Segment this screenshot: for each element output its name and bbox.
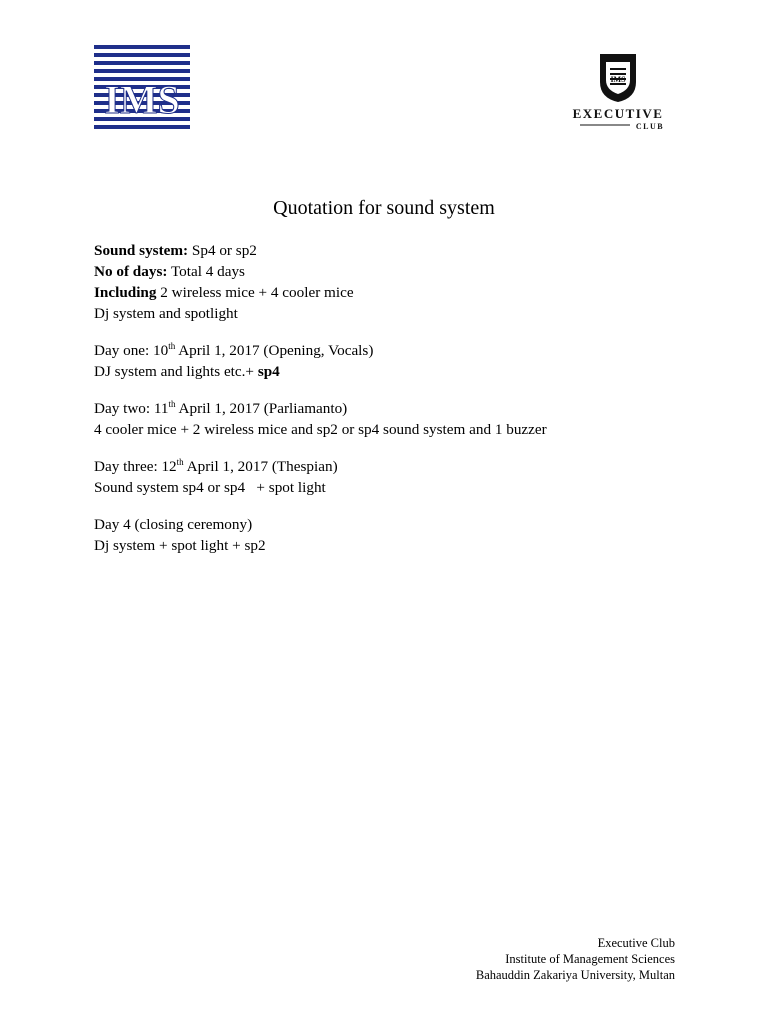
- club-text: CLUB: [635, 122, 665, 131]
- page-title: Quotation for sound system: [273, 197, 495, 219]
- day-four-detail: Dj system + spot light + sp2: [94, 537, 266, 554]
- day-four-heading: Day 4 (closing ceremony): [94, 516, 253, 533]
- quotation-body: [94, 240, 547, 572]
- summary-block: [94, 240, 547, 324]
- including-value: 2 wireless mice + 4 cooler mice: [156, 284, 354, 301]
- day-one-detail-bold: sp4: [257, 363, 280, 380]
- day-one-suffix: April 1, 2017 (Opening, Vocals): [175, 342, 374, 359]
- footer-address: [476, 935, 675, 983]
- ims-logo-text: IMS: [104, 77, 180, 122]
- day-two-suffix: April 1, 2017 (Parliamanto): [175, 400, 348, 417]
- day-one-detail: DJ system and lights etc.+: [94, 363, 258, 380]
- days-value: Total 4 days: [167, 263, 245, 280]
- executive-club-logo: [566, 52, 670, 134]
- day-three-suffix: April 1, 2017 (Thespian): [183, 458, 338, 475]
- executive-text: EXECUTIVE: [572, 106, 664, 121]
- sound-system-value: Sp4 or sp2: [188, 242, 257, 259]
- day-two-block: [94, 398, 547, 440]
- day-three-detail: Sound system sp4 or sp4 + spot light: [94, 479, 326, 496]
- day-three-prefix: Day three: 12: [94, 458, 177, 475]
- day-one-sup: th: [168, 341, 176, 351]
- day-three-block: [94, 456, 547, 498]
- including-label: Including: [94, 284, 157, 301]
- days-label: No of days:: [94, 263, 168, 280]
- footer-line-3: Bahauddin Zakariya University, Multan: [475, 968, 675, 982]
- day-one-prefix: Day one: 10: [94, 342, 169, 359]
- day-three-sup: th: [176, 457, 184, 467]
- executive-badge-text: IMS: [610, 75, 626, 84]
- day-one-block: [94, 340, 547, 382]
- extra-line: Dj system and spotlight: [94, 305, 238, 322]
- sound-system-label: Sound system:: [94, 242, 189, 259]
- day-two-prefix: Day two: 11: [94, 400, 169, 417]
- day-four-block: [94, 514, 547, 556]
- ims-logo: [94, 45, 190, 129]
- day-two-detail: 4 cooler mice + 2 wireless mice and sp2 or sp4 sound system and 1 buzzer: [94, 421, 547, 438]
- footer-line-2: Institute of Management Sciences: [505, 952, 675, 966]
- footer-line-1: Executive Club: [597, 936, 675, 950]
- day-two-sup: th: [168, 399, 176, 409]
